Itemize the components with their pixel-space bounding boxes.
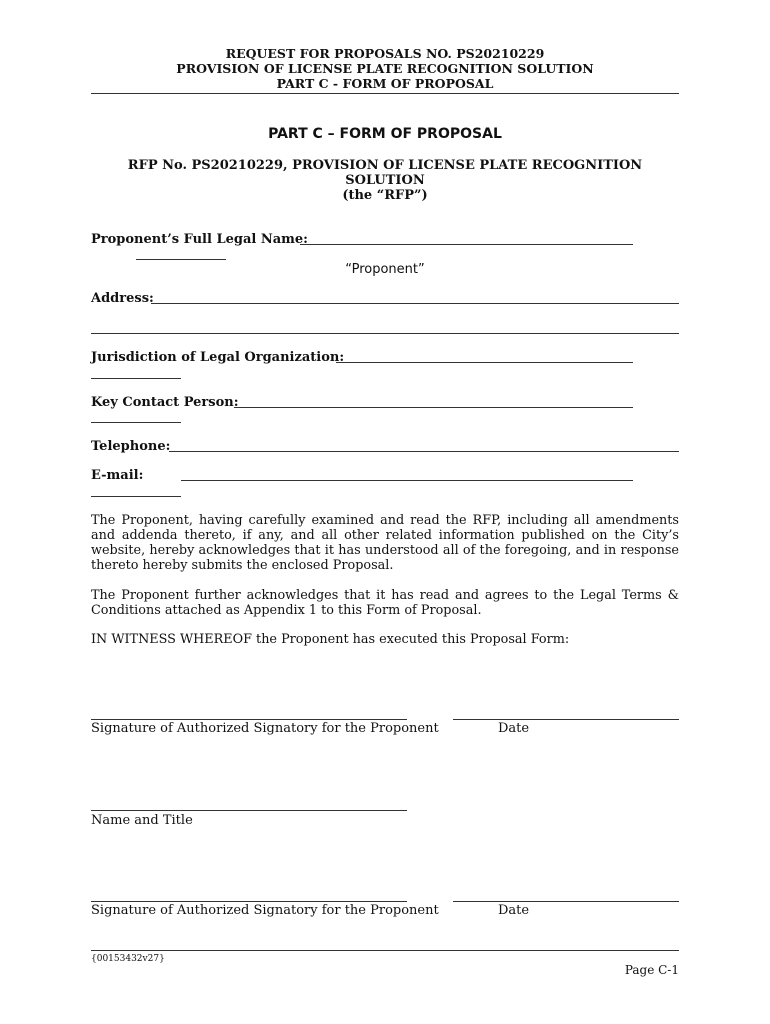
email-field-continued[interactable] xyxy=(91,496,181,497)
jurisdiction-field[interactable] xyxy=(336,362,633,363)
document-id: {00153432v27} xyxy=(91,954,165,964)
page-header xyxy=(91,46,679,91)
signature-label-2: Signature of Authorized Signatory for the Proponent xyxy=(91,903,439,918)
rfp-line-1: RFP No. PS20210229, PROVISION OF LICENSE PLATE RECOGNITION SOLUTION xyxy=(127,158,643,188)
legal-name-field-continued[interactable] xyxy=(136,259,226,260)
date-label-1: Date xyxy=(498,721,530,736)
rfp-heading xyxy=(91,158,679,203)
page-number: Page C-1 xyxy=(624,963,679,977)
acknowledgement-paragraph: The Proponent, having carefully examined and read the RFP, including all amendments and addenda thereto, if any, and all other related information published on the City’s website, hereby acknowledges that it has understood all of the foregoing, and in response thereto hereby submits the enclosed Proposal. xyxy=(91,513,679,573)
header-rule xyxy=(91,93,679,94)
signature-label-1: Signature of Authorized Signatory for the Proponent xyxy=(91,721,439,736)
telephone-label: Telephone: xyxy=(91,439,171,454)
name-title-line[interactable] xyxy=(91,810,407,811)
signature-line-1[interactable] xyxy=(91,719,407,720)
legal-name-field[interactable] xyxy=(300,244,633,245)
header-line-1: REQUEST FOR PROPOSALS NO. PS20210229 xyxy=(225,46,545,61)
header-line-2: PROVISION OF LICENSE PLATE RECOGNITION SOLUTION xyxy=(176,61,594,76)
date-label-2: Date xyxy=(498,903,530,918)
date-line-1[interactable] xyxy=(453,719,679,720)
footer-rule xyxy=(91,950,679,951)
jurisdiction-field-continued[interactable] xyxy=(91,378,181,379)
proponent-caption: “Proponent” xyxy=(345,262,425,277)
jurisdiction-label: Jurisdiction of Legal Organization: xyxy=(91,350,345,365)
signature-line-2[interactable] xyxy=(91,901,407,902)
rfp-line-2: (the “RFP”) xyxy=(342,188,428,203)
email-label: E-mail: xyxy=(91,468,144,483)
legal-terms-paragraph: The Proponent further acknowledges that it has read and agrees to the Legal Terms & Conditions attached as Appendix 1 to this Form of Proposal. xyxy=(91,588,679,618)
legal-name-label: Proponent’s Full Legal Name: xyxy=(91,232,308,247)
contact-field[interactable] xyxy=(234,407,633,408)
date-line-2[interactable] xyxy=(453,901,679,902)
address-field-line-2[interactable] xyxy=(91,333,679,334)
contact-field-continued[interactable] xyxy=(91,422,181,423)
address-field[interactable] xyxy=(151,303,679,304)
witness-paragraph: IN WITNESS WHEREOF the Proponent has executed this Proposal Form: xyxy=(91,632,570,647)
contact-label: Key Contact Person: xyxy=(91,395,239,410)
telephone-field[interactable] xyxy=(169,451,679,452)
email-field[interactable] xyxy=(181,480,633,481)
page-title: PART C – FORM OF PROPOSAL xyxy=(268,126,502,142)
name-title-label: Name and Title xyxy=(91,813,193,828)
address-label: Address: xyxy=(91,291,154,306)
header-line-3: PART C - FORM OF PROPOSAL xyxy=(276,76,494,91)
